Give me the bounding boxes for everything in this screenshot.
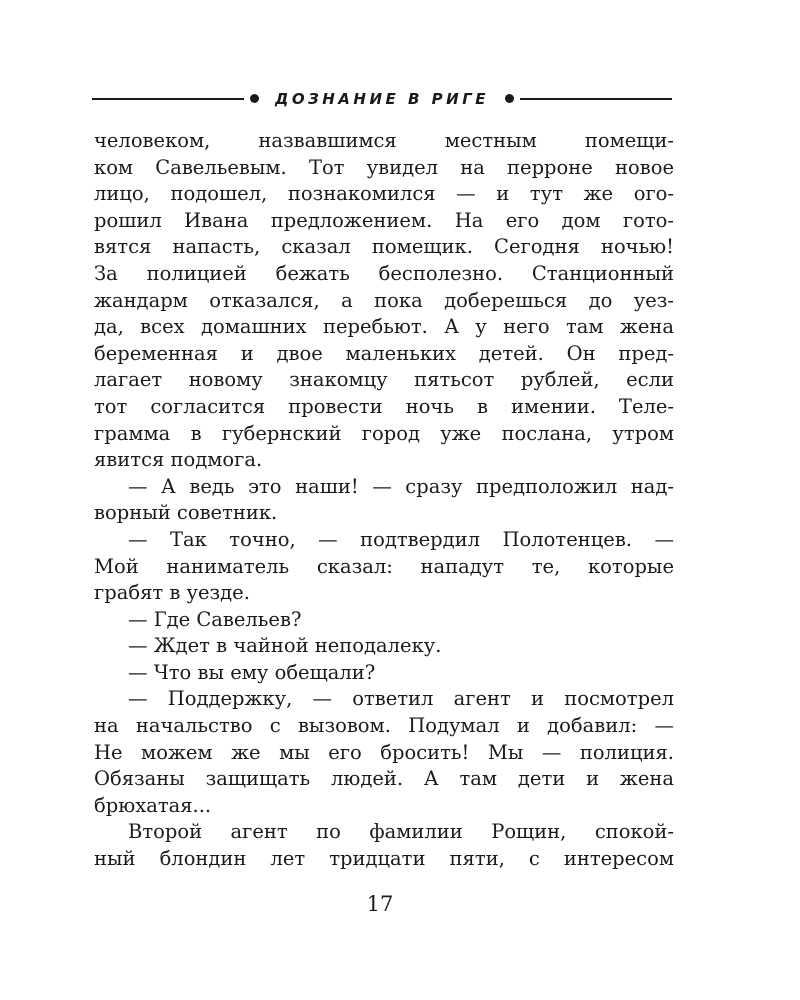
text-line: — Поддержку, — ответил агент и посмотрел [128,687,674,711]
text-line: — Что вы ему обещали? [128,660,376,684]
text-line: — Ждет в чайной неподалеку. [128,634,442,658]
header-bullet-left [250,94,259,103]
text-line: да, всех домашних перебьют. А у него там жена [94,315,674,339]
running-head [92,86,672,112]
text-line: брюхатая... [94,793,212,817]
text-line: на начальство с вызовом. Подумал и добавил: — [94,714,674,738]
text-line: грамма в губернский город уже послана, утром [94,421,674,445]
text-line: человеком, назвавшимся местным помещи- [94,129,674,152]
text-line: беременная и двое маленьких детей. Он пред- [94,341,674,365]
body-text [94,128,674,873]
text-line: Мой наниматель сказал: нападут те, которые [94,554,674,578]
header-rule-right [520,98,672,100]
text-line: грабят в уезде. [94,581,250,605]
text-line: рошил Ивана предложением. На его дом гото- [94,208,674,232]
text-line: лицо, подошел, познакомился — и тут же ого- [94,182,674,206]
text-line: — А ведь это наши! — сразу предположил над- [128,474,674,498]
text-line: вятся напасть, сказал помещик. Сегодня ночью! [94,235,674,259]
text-line: ворный советник. [94,501,278,525]
text-line: Не можем же мы его бросить! Мы — полиция. [94,740,674,764]
running-title: ДОЗНАНИЕ В РИГЕ [274,90,489,108]
text-line: жандарм отказался, а пока доберешься до уез- [94,288,674,312]
text-line: ный блондин лет тридцати пяти, с интересом [94,847,674,871]
page-number: 17 [366,892,394,916]
text-line: ком Савельевым. Тот увидел на перроне новое [94,155,674,179]
text-line: — Так точно, — подтвердил Полотенцев. — [128,527,674,551]
header-rule-left [92,98,244,100]
text-line: — Где Савельев? [128,607,302,631]
text-line: За полицией бежать бесполезно. Станционный [94,261,674,285]
text-line: тот согласится провести ночь в имении. Теле- [94,394,674,418]
header-bullet-right [505,94,514,103]
text-line: Обязаны защищать людей. А там дети и жена [94,767,674,791]
text-line: явится подмога. [94,448,263,472]
text-line: Второй агент по фамилии Рощин, спокой- [128,820,674,844]
text-line: лагает новому знакомцу пятьсот рублей, если [94,368,674,392]
